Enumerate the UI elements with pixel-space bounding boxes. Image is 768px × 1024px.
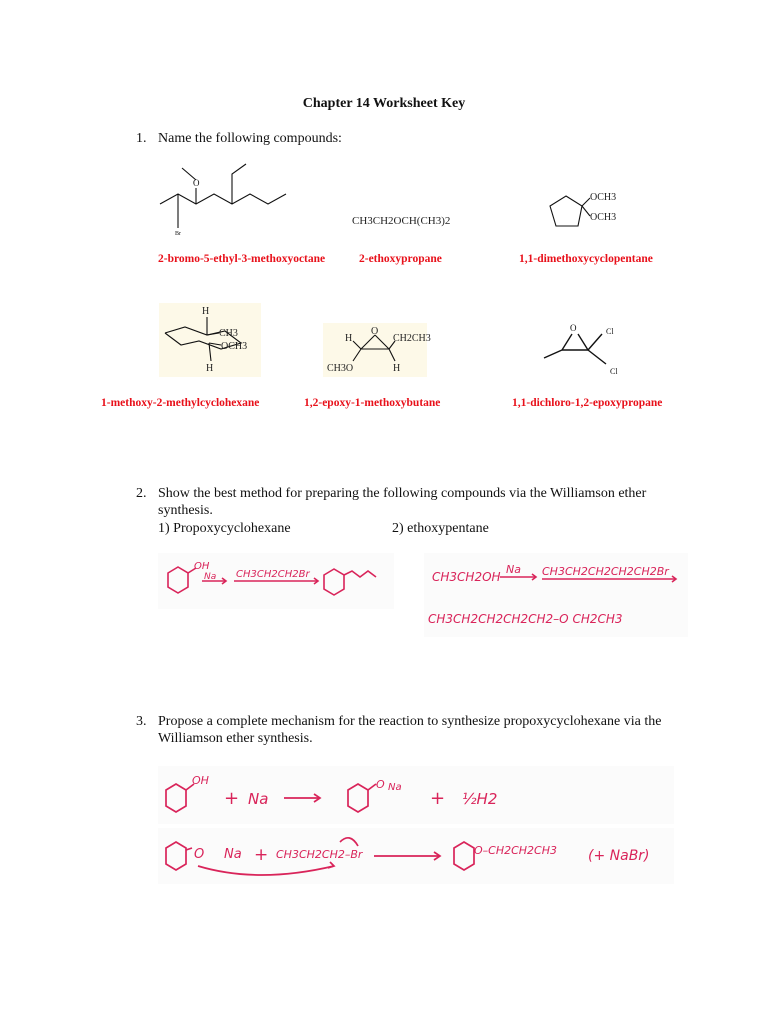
ethanol-reactant: CH3CH2OH: [432, 570, 501, 584]
page-title: Chapter 14 Worksheet Key: [302, 96, 466, 111]
methoxy-label: OCH3: [221, 341, 248, 352]
hydrogen-gas: ½H2: [462, 790, 498, 808]
sodium-cation: Na: [224, 847, 242, 862]
question-number: 3.: [136, 714, 147, 729]
part-2-label: 2) ethoxypentane: [392, 521, 489, 536]
methoxy-label-top: OCH3: [590, 192, 617, 203]
part-1-label: 1) Propoxycyclohexane: [158, 521, 291, 536]
handwritten-mechanism-step-2: [158, 828, 674, 884]
hydroxyl-label: OH: [192, 774, 209, 787]
question-prompt: Name the following compounds:: [158, 131, 342, 146]
sodium-cation: Na: [388, 782, 402, 793]
chlorine-label-bottom: Cl: [610, 367, 618, 376]
question-prompt: Show the best method for preparing the following compounds via the Williamson ether synthesis.: [158, 486, 647, 518]
chlorine-label-top: Cl: [606, 327, 614, 336]
structure-epoxy-methoxybutane: [323, 323, 431, 377]
methyl-label: CH3: [219, 328, 238, 339]
structure-ethoxypropane: [352, 208, 482, 232]
structure-methoxy-methylcyclohexane: [159, 303, 261, 377]
answer-4: 1-methoxy-2-methylcyclohexane: [101, 397, 260, 409]
hydrogen-label: H: [345, 333, 353, 344]
question-number: 2.: [136, 486, 147, 501]
sodium-bromide-byproduct: (+ NaBr): [588, 848, 650, 864]
question-prompt: Propose a complete mechanism for the reaction to synthesize propoxycyclohexane via the Williamson ether synthesis.: [158, 714, 662, 746]
question-1: [136, 130, 342, 147]
handwritten-answer-part-1: [158, 553, 394, 609]
propyl-bromide: CH3CH2CH2–Br: [276, 848, 363, 861]
sodium-label: Na: [248, 790, 269, 808]
structure-dichloro-epoxypropane: [540, 320, 630, 380]
propoxycyclohexane-product: O–CH2CH2CH3: [474, 844, 558, 857]
ethyl-label: CH2CH3: [393, 333, 431, 344]
hydrogen-label-bottom: H: [393, 363, 401, 374]
answer-1: 2-bromo-5-ethyl-3-methoxyoctane: [158, 253, 326, 265]
oxygen-label: O: [193, 178, 200, 188]
condensed-formula: CH3CH2OCH(CH3)2: [352, 215, 451, 227]
sodium-reagent: Na: [204, 572, 217, 582]
propyl-bromide-reagent: CH3CH2CH2Br: [236, 569, 310, 580]
hydrogen-label-top: H: [202, 306, 210, 317]
plus-sign: +: [224, 788, 240, 809]
alkoxide-oxygen: O: [376, 778, 385, 791]
hydrogen-label-bottom: H: [206, 363, 214, 374]
structure-dimethoxycyclopentane: [540, 184, 630, 234]
answer-3: 1,1-dimethoxycyclopentane: [519, 253, 653, 265]
handwritten-answer-part-2: [424, 553, 688, 637]
sodium-reagent: Na: [506, 563, 521, 576]
hydroxyl-label: OH: [194, 561, 210, 572]
alkoxide-oxygen: O: [194, 847, 205, 862]
oxygen-label: O: [570, 323, 577, 333]
methoxy-label-bottom: OCH3: [590, 212, 617, 223]
answer-6: 1,1-dichloro-1,2-epoxypropane: [512, 397, 663, 409]
handwritten-mechanism-step-1: [158, 766, 674, 824]
answer-2: 2-ethoxypropane: [359, 253, 442, 265]
question-3: [136, 713, 696, 747]
pentyl-bromide-reagent: CH3CH2CH2CH2CH2Br: [542, 565, 669, 578]
answer-5: 1,2-epoxy-1-methoxybutane: [304, 397, 441, 409]
question-2: [136, 485, 696, 519]
question-number: 1.: [136, 131, 147, 146]
ethoxypentane-product: CH3CH2CH2CH2CH2–O CH2CH3: [428, 612, 623, 626]
bromine-label: Br: [175, 231, 181, 237]
plus-sign: +: [254, 845, 269, 865]
structure-bromo-ethyl-methoxyoctane: [148, 160, 298, 238]
plus-sign-2: +: [430, 788, 446, 809]
methoxy-label: CH3O: [327, 363, 354, 374]
oxygen-label: O: [371, 326, 379, 337]
